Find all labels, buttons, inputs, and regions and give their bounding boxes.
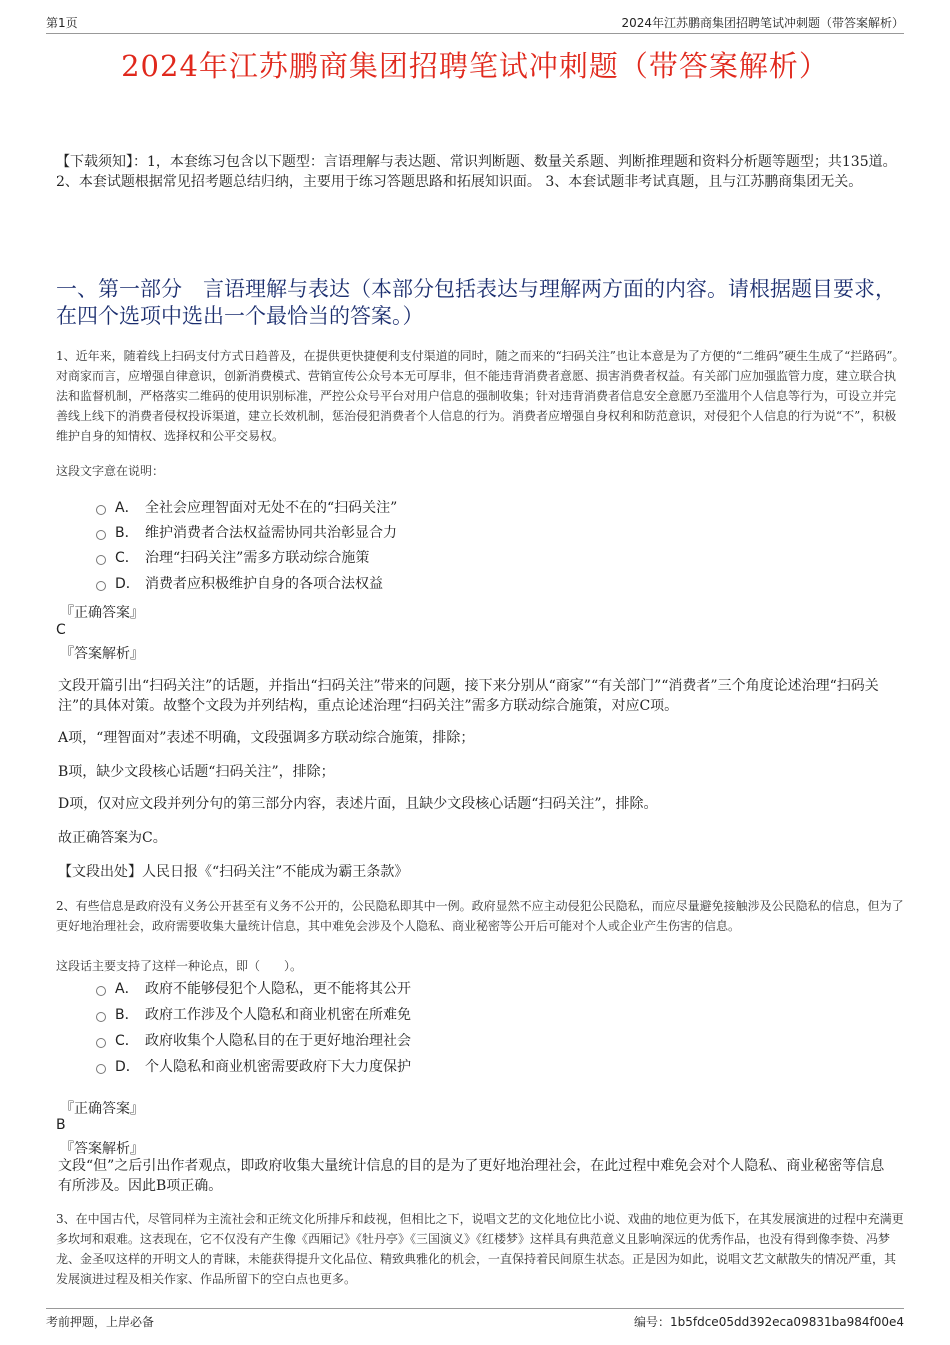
- document-title: 2024年江苏鹏商集团招聘笔试冲刺题（带答案解析）: [121, 49, 829, 83]
- option-letter: C．: [115, 550, 139, 566]
- question-2-text: 2、有些信息是政府没有义务公开甚至有义务不公开的，公民隐私即其中一例。政府显然不应主动侵犯公民隐私，而应尽量避免接触涉及公民隐私的信息，但为了更好地治理社会，政府需要收集大量统计信息，其中难免会涉及个人隐私、商业秘密等公开后可能对个人或企业产生伤害的信息。: [56, 899, 904, 933]
- header-divider: [46, 33, 904, 34]
- question-2-analysis-label: 『答案解析』: [60, 1141, 144, 1157]
- question-1-prompt: 这段文字意在说明：: [56, 464, 165, 478]
- option-text: 个人隐私和商业机密需要政府下大力度保护: [145, 1059, 411, 1075]
- option-text: 全社会应理智面对无处不在的“扫码关注”: [145, 500, 398, 516]
- option-letter: C．: [115, 1033, 139, 1049]
- radio-icon[interactable]: [96, 986, 106, 996]
- document-code-label: 编号：: [633, 1315, 670, 1329]
- question-2-prompt: 这段话主要支持了这样一种论点，即（ ）。: [56, 959, 303, 973]
- question-2-answer-label: 『正确答案』: [60, 1101, 144, 1117]
- page-number: 第1页: [46, 16, 78, 30]
- question-1-analysis-label: 『答案解析』: [60, 646, 144, 662]
- radio-icon[interactable]: [96, 530, 106, 540]
- option-letter: B．: [115, 1007, 139, 1023]
- question-1-answer-label: 『正确答案』: [60, 605, 144, 621]
- question-2-answer: B: [56, 1117, 66, 1133]
- section-heading: 一、第一部分 言语理解与表达（本部分包括表达与理解两方面的内容。请根据题目要求，在四个选项中选出一个最恰当的答案。）: [56, 277, 896, 328]
- radio-icon[interactable]: [96, 1064, 106, 1074]
- option-text: 维护消费者合法权益需协同共治彰显合力: [145, 525, 397, 541]
- footer-slogan: 考前押题，上岸必备: [46, 1315, 155, 1329]
- question-1-option-d[interactable]: [96, 572, 383, 594]
- question-1-analysis-p3: B项，缺少文段核心话题“扫码关注”，排除；: [58, 764, 335, 780]
- question-1-option-a[interactable]: [96, 496, 397, 518]
- question-1-answer: C: [56, 622, 66, 638]
- option-text: 政府不能够侵犯个人隐私，更不能将其公开: [145, 981, 411, 997]
- question-2-analysis: 文段“但”之后引出作者观点，即政府收集大量统计信息的目的是为了更好地治理社会，在此过程中难免会对个人隐私、商业秘密等信息有所涉及。因此B项正确。: [58, 1158, 885, 1194]
- question-1-source: 【文段出处】人民日报《“扫码关注”不能成为霸王条款》: [58, 864, 409, 880]
- document-code-value: 1b5fdce05dd392eca09831ba984f00e4: [669, 1315, 904, 1329]
- document-code: [634, 1313, 904, 1330]
- option-letter: D．: [115, 576, 140, 592]
- option-text: 消费者应积极维护自身的各项合法权益: [145, 576, 383, 592]
- option-text: 治理“扫码关注”需多方联动综合施策: [145, 550, 370, 566]
- question-1-analysis-p5: 故正确答案为C。: [58, 830, 167, 846]
- footer-divider: [46, 1308, 904, 1309]
- radio-icon[interactable]: [96, 581, 106, 591]
- radio-icon[interactable]: [96, 1012, 106, 1022]
- question-1-analysis-p2: A项，“理智面对”表述不明确，文段强调多方联动综合施策，排除；: [58, 730, 475, 746]
- radio-icon[interactable]: [96, 1038, 106, 1048]
- radio-icon[interactable]: [96, 555, 106, 565]
- option-text: 政府收集个人隐私目的在于更好地治理社会: [145, 1033, 411, 1049]
- question-1-option-c[interactable]: [96, 546, 369, 568]
- download-notice: 【下载须知】：1，本套练习包含以下题型：言语理解与表达题、常识判断题、数量关系题、判断推理题和资料分析题等题型；共135道。 2、本套试题根据常见招考题总结归纳，主要用于练习答题思路和拓展知识面。 3、本套试题非考试真题，且与江苏鹏商集团无关。: [56, 154, 897, 190]
- option-text: 政府工作涉及个人隐私和商业机密在所难免: [145, 1007, 411, 1023]
- running-header-title: 2024年江苏鹏商集团招聘笔试冲刺题（带答案解析）: [621, 16, 904, 30]
- question-2-option-d[interactable]: [96, 1055, 411, 1077]
- option-letter: B．: [115, 525, 139, 541]
- question-3-text: 3、在中国古代，尽管同样为主流社会和正统文化所排斥和歧视，但相比之下，说唱文艺的文化地位比小说、戏曲的地位更为低下，在其发展演进的过程中充满更多坎坷和艰难。这表现在，它不仅没有产生像《西厢记》《牡丹亭》《三国演义》《红楼梦》这样具有典范意义且影响深远的优秀作品，也没有得到像李贽、冯梦龙、金圣叹这样的开明文人的青睐，未能获得提升文化品位、精致典雅化的机会，一直保持着民间原生状态。正是因为如此，说唱文艺文献散失的情况严重，其发展演进过程及相关作家、作品所留下的空白点也更多。: [56, 1212, 904, 1286]
- question-1-analysis-p1: 文段开篇引出“扫码关注”的话题，并指出“扫码关注”带来的问题，接下来分别从“商家”“有关部门”“消费者”三个角度论述治理“扫码关注”的具体对策。故整个文段为并列结构，重点论述治理“扫码关注”需多方联动综合施策，对应C项。: [58, 678, 879, 714]
- question-1-text: 1、近年来，随着线上扫码支付方式日趋普及，在提供更快捷便利支付渠道的同时，随之而来的“扫码关注”也让本意是为了方便的“二维码”硬生生成了“拦路码”。对商家而言，应增强自律意识，创新消费模式、营销宣传公众号本无可厚非，但不能违背消费者意愿、损害消费者权益。有关部门应加强监管力度，建立联合执法和监督机制，严格落实二维码的使用识别标准，严控公众号平台对用户信息的强制收集；针对违背消费者信息安全意愿乃至滥用个人信息等行为，可设立并完善线上线下的消费者侵权投诉渠道，建立长效机制，惩治侵犯消费者个人信息的行为。消费者应增强自身权利和防范意识，对侵犯个人信息的行为说“不”，积极维护自身的知情权、选择权和公平交易权。: [56, 349, 905, 443]
- option-letter: A．: [115, 500, 139, 516]
- option-letter: A．: [115, 981, 139, 997]
- question-2-option-c[interactable]: [96, 1029, 411, 1051]
- question-2-option-b[interactable]: [96, 1003, 411, 1025]
- question-2-option-a[interactable]: [96, 977, 411, 999]
- question-1-option-b[interactable]: [96, 521, 397, 543]
- radio-icon[interactable]: [96, 505, 106, 515]
- question-1-analysis-p4: D项，仅对应文段并列分句的第三部分内容，表述片面，且缺少文段核心话题“扫码关注”，排除。: [58, 796, 658, 812]
- option-letter: D．: [115, 1059, 140, 1075]
